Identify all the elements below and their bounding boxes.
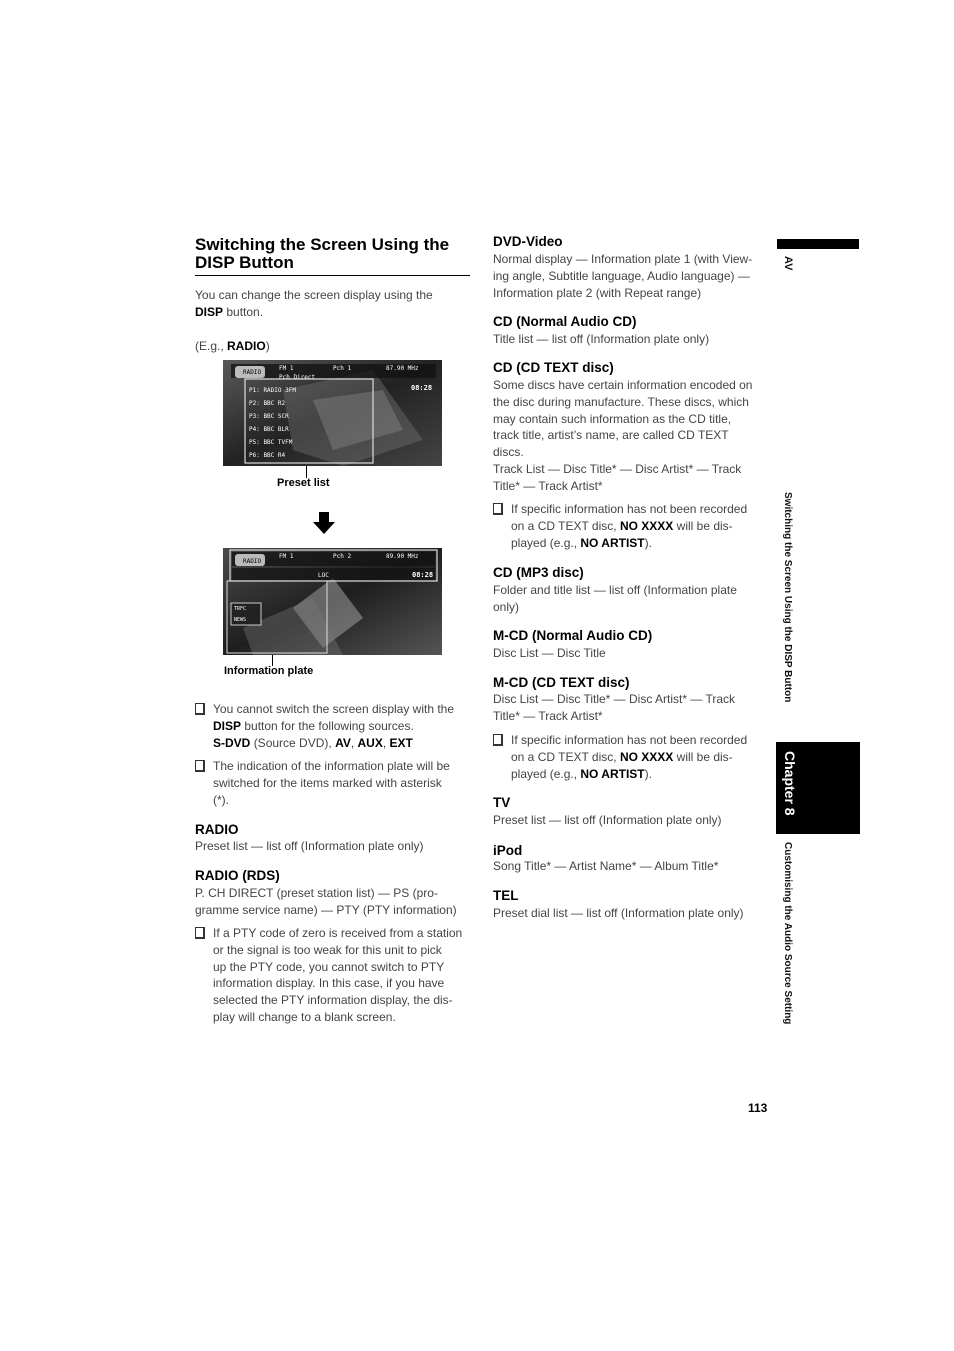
tv-text: Preset list — list off (Information plate only) — [493, 813, 722, 827]
dvd-video-text: Normal display — Information plate 1 (with View- ing angle, Subtitle language, Audio language) — Information plate 2 (with Repeat range) — [493, 252, 753, 300]
chapter-label: Chapter 8 — [782, 751, 798, 816]
preset-list-caption: Preset list — [277, 477, 330, 489]
part-side-label: Customising the Audio Source Setting — [782, 842, 793, 1025]
title-rule — [195, 275, 470, 276]
note-bullet-icon — [195, 760, 205, 772]
preset-item: P2: BBC R2 — [249, 400, 286, 407]
cd-normal-text: Title list — list off (Information plate only) — [493, 332, 710, 346]
information-plate-caption: Information plate — [224, 665, 314, 677]
channel-label: Pch 1 — [333, 365, 352, 372]
preset-list-screenshot — [223, 360, 442, 466]
channel-label: Pch 2 — [333, 553, 352, 560]
cd-mp3-text: Folder and title list — list off (Information plate only) — [493, 583, 737, 614]
preset-item: P4: BBC BLR — [249, 426, 289, 433]
mcd-text-text: Disc List — Disc Title* — Disc Artist* — Track Title* — Track Artist* — [493, 692, 736, 723]
mcd-normal-heading: M-CD (Normal Audio CD) — [493, 628, 653, 643]
source-label: RADIO — [243, 369, 262, 376]
preset-list — [249, 384, 296, 462]
note-asterisk: The indication of the information plate will be switched for the items marked with asterisk (*). — [213, 758, 478, 808]
note-cd-text-missing: If specific information has not been recorded on a CD TEXT disc, NO XXXX will be dis- played (e.g., NO ARTIST). — [511, 501, 771, 551]
trfc-indicator: TRFC — [234, 606, 247, 612]
section-side-label: Switching the Screen Using the DISP Button — [782, 492, 793, 703]
clock-label: 08:28 — [411, 384, 433, 392]
cd-normal-heading: CD (Normal Audio CD) — [493, 314, 637, 329]
loc-label: LOC — [318, 572, 329, 579]
radio-heading: RADIO — [195, 822, 239, 837]
note-bullet-icon — [195, 927, 205, 939]
ipod-heading: iPod — [493, 843, 523, 858]
dvd-video-heading: DVD-Video — [493, 234, 563, 249]
ipod-text: Song Title* — Artist Name* — Album Title* — [493, 859, 719, 873]
section-title: Switching the Screen Using the DISP Button — [195, 235, 450, 272]
source-label: RADIO — [243, 558, 262, 565]
radio-text: Preset list — list off (Information plate only) — [195, 839, 424, 853]
preset-item: P3: BBC SCR — [249, 413, 289, 420]
tel-text: Preset dial list — list off (Information plate only) — [493, 906, 744, 920]
note-disp-sources: You cannot switch the screen display with the DISP button for the following sources. S-DVD (Source DVD), AV, AUX, EXT — [213, 701, 478, 751]
news-indicator: NEWS — [234, 617, 247, 623]
page-number: 113 — [748, 1101, 768, 1115]
mcd-normal-text: Disc List — Disc Title — [493, 646, 606, 660]
note-bullet-icon — [493, 503, 503, 515]
cd-mp3-heading: CD (MP3 disc) — [493, 565, 584, 580]
preset-item: P5: BBC TVFM — [249, 439, 293, 446]
mode-label: Pch Direct — [279, 374, 316, 381]
note-bullet-icon — [195, 703, 205, 715]
tv-heading: TV — [493, 795, 511, 810]
av-tab-bar — [777, 239, 859, 249]
information-plate-screenshot — [223, 548, 442, 655]
band-label: FM 1 — [279, 365, 294, 372]
clock-label: 08:28 — [412, 571, 434, 579]
mcd-text-heading: M-CD (CD TEXT disc) — [493, 675, 630, 690]
down-arrow-icon — [313, 512, 335, 534]
tel-heading: TEL — [493, 888, 519, 903]
preset-item: P1: RADIO 3FM — [249, 387, 296, 394]
cd-text-text: Some discs have certain information encoded on the disc during manufacture. These discs, which may contain such information as the CD title, track title, artist’s name, are called CD TEXT discs. Track List — Disc Title* — Disc Artist* — Track Title* — Track Artist* — [493, 378, 753, 493]
note-mcd-text-missing: If specific information has not been recorded on a CD TEXT disc, NO XXXX will be dis- played (e.g., NO ARTIST). — [511, 732, 771, 782]
intro-text: You can change the screen display using the DISP button. — [195, 288, 433, 319]
note-bullet-icon — [493, 734, 503, 746]
cd-text-heading: CD (CD TEXT disc) — [493, 360, 614, 375]
radio-rds-text: P. CH DIRECT (preset station list) — PS (pro- gramme service name) — PTY (PTY information) — [195, 886, 457, 917]
band-label: FM 1 — [279, 553, 294, 560]
av-tab-label: AV — [782, 256, 794, 271]
preset-item: P6: BBC R4 — [249, 452, 286, 459]
frequency-label: 89.90 MHz — [386, 553, 419, 560]
radio-rds-heading: RADIO (RDS) — [195, 868, 280, 883]
frequency-label: 87.90 MHz — [386, 365, 419, 372]
note-pty: If a PTY code of zero is received from a station or the signal is too weak for this unit to pick up the PTY code, you cannot switch to PTY information display. In this case, if you have selected the PTY information display, the dis- play will change to a blank screen. — [213, 925, 478, 1026]
example-label: (E.g., RADIO) — [195, 339, 270, 353]
